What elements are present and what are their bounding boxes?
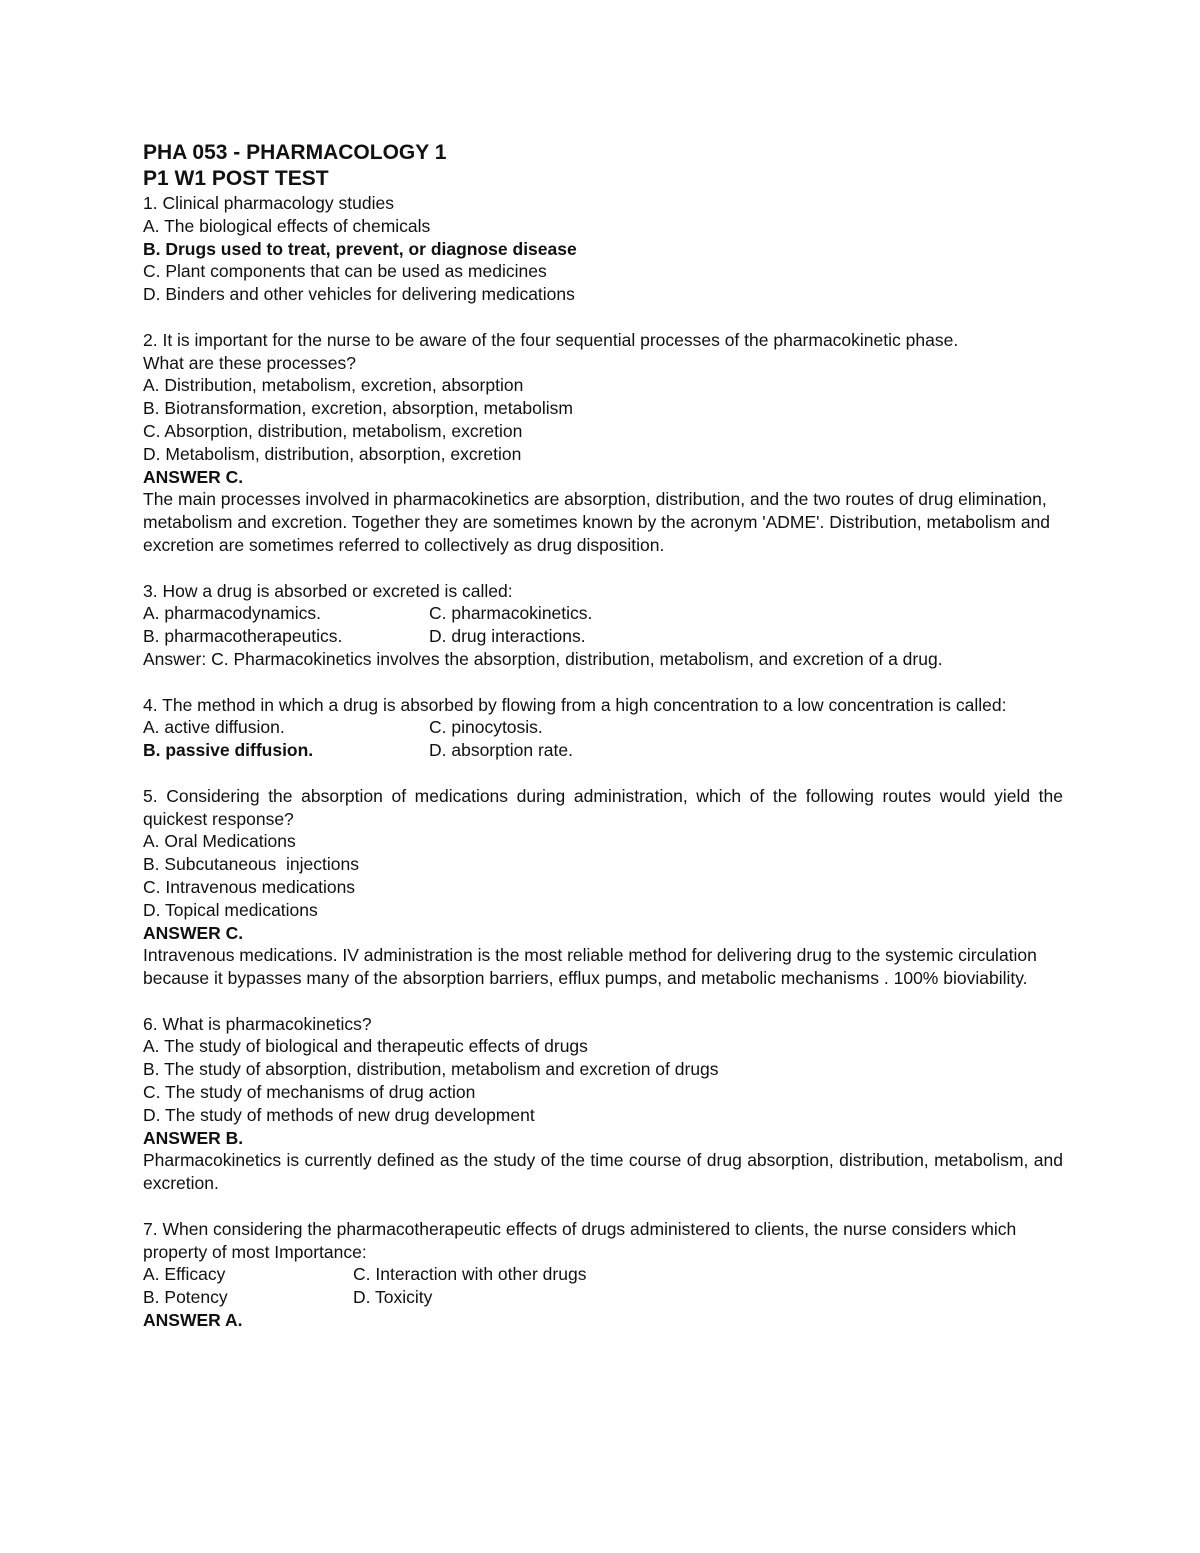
question-5-text: 5. Considering the absorption of medications during administration, which of the following routes would yield the quickest response?	[143, 785, 1063, 829]
question-3	[143, 580, 1063, 671]
question-7	[143, 1218, 1063, 1332]
question-6-answer: ANSWER B.	[143, 1127, 244, 1148]
question-4-text: 4. The method in which a drug is absorbed by flowing from a high concentration to a low concentration is called:	[143, 694, 1007, 715]
spacer	[143, 1195, 1063, 1218]
question-6-option-d: D. The study of methods of new drug development	[143, 1104, 535, 1125]
question-7-options-row-2	[143, 1286, 1063, 1309]
question-7-text: 7. When considering the pharmacotherapeutic effects of drugs administered to clients, the nurse considers which property of most Importance:	[143, 1218, 1017, 1262]
spacer	[143, 557, 1063, 580]
question-3-option-b: B. pharmacotherapeutics.	[143, 626, 343, 647]
question-4-options-row-2	[143, 739, 1063, 762]
question-2-option-c: C. Absorption, distribution, metabolism, excretion	[143, 420, 523, 441]
question-3-option-d: D. drug interactions.	[429, 626, 586, 647]
question-2-option-b: B. Biotransformation, excretion, absorption, metabolism	[143, 398, 573, 419]
course-title: PHA 053 - PHARMACOLOGY 1	[143, 141, 447, 164]
question-5-option-a: A. Oral Medications	[143, 831, 296, 852]
question-3-options-row-2	[143, 625, 1063, 648]
question-1-option-c: C. Plant components that can be used as medicines	[143, 261, 547, 282]
question-1	[143, 192, 1063, 306]
question-7-option-b: B. Potency	[143, 1287, 228, 1308]
question-4	[143, 694, 1063, 762]
test-title: P1 W1 POST TEST	[143, 167, 329, 190]
question-5-option-c: C. Intravenous medications	[143, 876, 356, 897]
question-4-options-row-1	[143, 716, 1063, 739]
question-1-option-d: D. Binders and other vehicles for delivering medications	[143, 284, 575, 305]
question-3-option-c: C. pharmacokinetics.	[429, 603, 593, 624]
question-3-answer: Answer: C. Pharmacokinetics involves the absorption, distribution, metabolism, and excretion of a drug.	[143, 648, 943, 669]
spacer	[143, 762, 1063, 785]
question-2-option-d: D. Metabolism, distribution, absorption, excretion	[143, 443, 522, 464]
question-7-option-c: C. Interaction with other drugs	[353, 1264, 587, 1285]
question-3-option-a: A. pharmacodynamics.	[143, 603, 321, 624]
question-6-option-c: C. The study of mechanisms of drug action	[143, 1082, 476, 1103]
question-5-answer: ANSWER C.	[143, 922, 244, 943]
question-7-options-row-1	[143, 1263, 1063, 1286]
question-6-option-a: A. The study of biological and therapeutic effects of drugs	[143, 1036, 588, 1057]
question-6-text: 6. What is pharmacokinetics?	[143, 1013, 372, 1034]
question-2-text-line-1: 2. It is important for the nurse to be aware of the four sequential processes of the pharmacokinetic phase.	[143, 329, 959, 350]
question-6-explanation: Pharmacokinetics is currently defined as the study of the time course of drug absorption, distribution, metabolism, and excretion.	[143, 1150, 1063, 1194]
question-7-option-a: A. Efficacy	[143, 1264, 226, 1285]
question-2-explanation: The main processes involved in pharmacokinetics are absorption, distribution, and the two routes of drug elimination, metabolism and excretion. Together they are sometimes known by the acronym 'ADME'. Distribution, metabolism and excretion are sometimes referred to collectively as drug disposition.	[143, 489, 1051, 555]
question-6-option-b: B. The study of absorption, distribution, metabolism and excretion of drugs	[143, 1059, 719, 1080]
question-2-option-a: A. Distribution, metabolism, excretion, absorption	[143, 375, 524, 396]
question-6	[143, 1013, 1063, 1195]
question-1-text: 1. Clinical pharmacology studies	[143, 193, 394, 213]
question-5-option-d: D. Topical medications	[143, 899, 318, 920]
question-2-answer: ANSWER C.	[143, 466, 244, 487]
spacer	[143, 671, 1063, 694]
question-4-option-b: B. passive diffusion.	[143, 740, 314, 761]
question-2-text-line-2: What are these processes?	[143, 352, 357, 373]
question-2	[143, 329, 1063, 557]
question-4-option-d: D. absorption rate.	[429, 740, 573, 761]
document-page	[143, 140, 1063, 1332]
question-1-option-a: A. The biological effects of chemicals	[143, 215, 431, 236]
question-7-answer: ANSWER A.	[143, 1310, 243, 1331]
question-3-text: 3. How a drug is absorbed or excreted is called:	[143, 580, 513, 601]
question-1-option-b: B. Drugs used to treat, prevent, or diagnose disease	[143, 238, 577, 259]
question-5	[143, 785, 1063, 990]
question-5-option-b: B. Subcutaneous injections	[143, 854, 359, 875]
question-3-options-row-1	[143, 602, 1063, 625]
spacer	[143, 990, 1063, 1013]
question-5-explanation: Intravenous medications. IV administration is the most reliable method for delivering drug to the systemic circulation because it bypasses many of the absorption barriers, efflux pumps, and metabolic mechanisms . 100% bioviability.	[143, 945, 1037, 989]
question-7-option-d: D. Toxicity	[353, 1287, 433, 1308]
spacer	[143, 306, 1063, 329]
question-4-option-c: C. pinocytosis.	[429, 717, 543, 738]
question-4-option-a: A. active diffusion.	[143, 717, 285, 738]
